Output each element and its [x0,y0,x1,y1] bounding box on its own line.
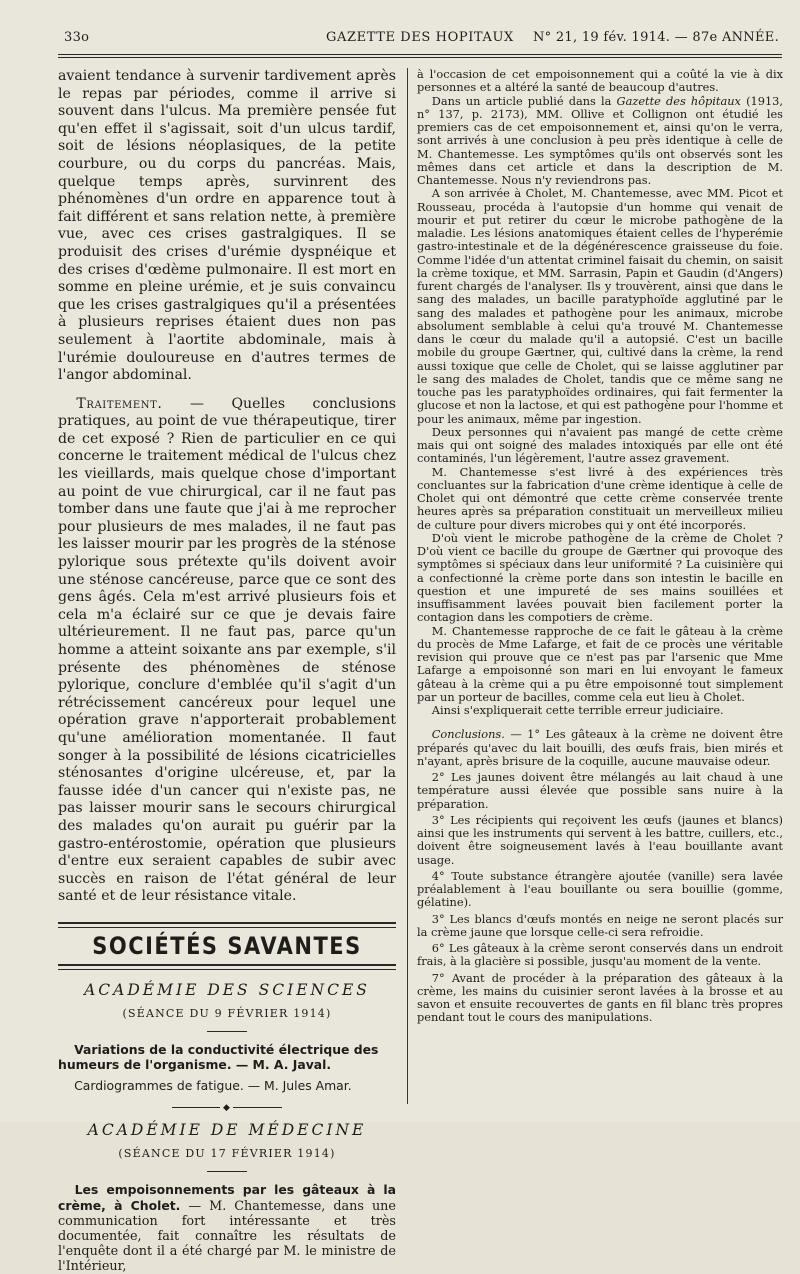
right-paragraph-8: Ainsi s'expliquerait cette terrible erreur judiciaire. [431,703,724,717]
conclusion-2: 2° Les jaunes doivent être mélangés au lait chaud à une température aussi élevée que possible sans nuire à la préparation. [417,770,783,811]
treatment-heading: Traitement. [76,395,163,412]
treatment-body: — Quelles conclusions pratiques, au point de vue thérapeutique, tirer de cet exposé ? Rien de particulier en ce qui concerne le traitement médical de l'ulcus chez les vieillards, mais quelque chose d'important au point de vue chirurgical, car il ne faut pas tomber dans une faute que j'ai à me reprocher pour plusieurs de mes malades, il ne faut pas les laisser mourir par les progrès de la sténose pylorique sous prétexte qu'ils doivent avoir une sténose cancéreuse, parce que ce sont des gens âgés. Cela m'est arrivé plusieurs fois et cela m'a éclairé sur ce que je devais faire ultérieurement. Il ne faut pas, parce qu'un homme a atteint soixante ans par exemple, s'il présente des phénomènes de sténose pylorique, conclure d'emblée qu'il s'agit d'un rétrécissement cancéreux pour lequel une opération grave n'apporterait probablement qu'une amélioration momentanée. Il faut songer à la possibilité de lésions cicatricielles sténosantes d'origine ulcéreuse, et, par la fausse idée d'un cancer qui n'existe pas, ne pas laisser mourir sans le secours chirurgical des malades qu'on aurait pu guérir par la gastro-entérostomie, opération que plusieurs d'entre eux seraient capables de subir avec succès en raison de l'état général de leur santé et de leur résistance vitale. [58,395,396,905]
academy-sciences-heading: ACADÉMIE DES SCIENCES [84,980,370,999]
seance-1: (SÉANCE DU 9 FÉVRIER 1914) [122,1007,332,1021]
conclusion-1 [417,728,783,768]
conclusion-4: 4° Toute substance étrangère ajoutée (vanille) sera lavée préalablement à l'eau bouillante ou sera bouillie (gomme, gélatine). [417,868,783,910]
item-empoisonnements-body: — M. Chantemesse, dans une communication fort intéressante et très documentée, fait connaître les résultats de l'enquête dont il a été chargé par M. le ministre de l'Intérieur, [58,1198,396,1274]
right-p2-text-a: Dans un article publié dans la [431,93,617,108]
conclusion-6: 6° Les gâteaux à la crème seront conservés dans un endroit frais, à la glacière si possible, jusqu'au moment de la vente. [417,941,783,969]
item-empoisonnements [58,1182,396,1274]
right-paragraph-1: à l'occasion de cet empoisonnement qui a coûté la vie à dix personnes et a altéré la santé de beaucoup d'autres. [417,67,783,95]
gazette-citation: Gazette des hôpitaux [616,93,741,108]
section-rule-bottom [58,964,396,970]
left-column [58,68,396,1274]
right-column [417,68,783,1108]
ornament-divider [172,1107,282,1108]
seance-2: (SÉANCE DU 17 FÉVRIER 1914) [118,1147,336,1161]
conclusion-7: 7° Avant de procéder à la préparation des gâteaux à la crème, les mains du cuisinier seront lavées à la brosse et au savon et ensuite recouvertes de gants en fil blanc très propres pendant tout le cours des manipulations. [417,970,783,1025]
conclusions-heading: Conclusions. [431,727,505,742]
right-paragraph-5: M. Chantemesse s'est livré à des expériences très concluantes sur la fabrication d'une crème identique à celle de Cholet qui ont démontré que cette crème conservée trente heures après sa préparation constituait un merveilleux milieu de culture pour divers microbes qui y ont été incorporés. [417,464,783,532]
conclusion-1-text: — 1° Les gâteaux à la crème ne doivent être préparés qu'avec du lait bouilli, des œufs frais, bien mirés et n'ayant, après brisure de la coquille, aucune mauvaise odeur. [417,727,783,768]
academy-medecine-heading: ACADÉMIE DE MÉDECINE [87,1120,367,1139]
treatment-paragraph [58,396,396,906]
right-paragraph-2 [417,95,783,188]
left-paragraph-1: avaient tendance à survenir tardivement après le repas par périodes, comme il arrive si souvent dans l'ulcus. Ma première pensée fut qu'en effet il s'agissait, soit d'un ulcus tardif, soit de lésions néoplasiques, de la petite courbure, ou du corps du pancréas. Mais, quelque temps après, survinrent des phénomènes d'un ordre en apparence tout à fait différent et sans relation nette, à première vue, avec ces crises gastralgiques. Il se produisit des crises d'urémie dyspnéique et des crises d'œdème pulmonaire. Il est mort en somme en pleine urémie, et je suis convaincu que les crises gastralgiques qu'il a présentées à plusieurs reprises étaient dues non pas seulement à l'aortite abdominale, mais à l'urémie douloureuse en d'autres termes de l'angor abdominal. [58,68,396,384]
item-conductivite: Variations de la conductivité électrique des humeurs de l'organisme. — M. A. Javal. [58,1041,379,1072]
right-p2-text-b: (1913, n° 137, p. 2173), MM. Ollive et Collignon ont étudié les premiers cas de cet empoisonnement et, ainsi qu'on le verra, sont arrivés à une conclusion à peu près identique à celle de M. Chantemesse. Les symptômes qu'ils ont observés sont les mêmes dans cet article et dans la description de M. Chantemesse. Nous n'y reviendrons pas. [417,93,783,187]
right-paragraph-7: M. Chantemesse rapproche de ce fait le gâteau à la crème du procès de Mme Lafarge, et fait de ce procès une véritable revision qui prouve que ce n'est pas par l'arsenic que Mme Lafarge a empoisonné son mari en lui envoyant le fameux gâteau à la crème qui a pu être empoisonné tout simplement par un porteur de bacilles, comme cela eut lieu à Cholet. [417,623,783,704]
short-rule-2 [207,1171,247,1172]
item-cardiogrammes: Cardiogrammes de fatigue. — M. Jules Amar. [74,1077,352,1093]
section-rule-top [58,922,396,928]
issue-info: N° 21, 19 fév. 1914. — 87e ANNÉE. [532,30,779,45]
conclusion-5: 3° Les blancs d'œufs montés en neige ne seront placés sur la crème jaune que lorsque celle-ci sera refroidie. [417,911,783,939]
journal-title: GAZETTE DES HOPITAUX [326,30,514,45]
right-paragraph-6: D'où vient le microbe pathogène de la crème de Cholet ? D'où vient ce bacille du groupe de Gærtner qui provoque des symptômes si spéciaux dans leur uniformité ? La cuisinière qui a confectionné la crème porte dans son intestin le bacille en question et une impureté de ses mains souillées et insuffisamment lavées pouvait bien facilement porter la contagion dans les compotiers de crème. [417,530,783,625]
section-title: SOCIÉTÉS SAVANTES [92,931,362,960]
page-header [64,30,779,52]
header-rule-top [58,54,782,55]
short-rule-1 [207,1031,247,1032]
right-paragraph-3: A son arrivée à Cholet, M. Chantemesse, avec MM. Picot et Rousseau, procéda à l'autopsie d'un homme qui venait de mourir et put retirer du cœur le microbe pathogène de la maladie. Les lésions anatomiques étaient celles de l'hyperémie gastro-intestinale et de la dégénérescence graisseuse du foie. Comme l'idée d'un attentat criminel faisait du chemin, on saisit la crème toxique, et MM. Sarrasin, Papin et Gaudin (d'Angers) furent chargés de l'analyser. Ils y trouvèrent, ainsi que dans le sang des malades, un bacille paratyphoïde agglutiné par le sang des malades et pathogène pour les animaux, microbe absolument semblable à celui qu'a trouvé M. Chantemesse dans le cœur du malade qu'il a autopsié. C'est un bacille mobile du groupe Gærtner, qui, cultivé dans la crème, la rend aussi toxique que celle de Cholet, qui se laisse agglutiner par le sang des malades de Cholet, tandis que ce même sang ne touche pas les paratyphoïdes ordinaires, qui fait fermenter la glucose et non la lactose, et qui est pathogène pour l'homme et pour les animaux, même par ingestion. [417,186,783,426]
header-rule-bottom [58,57,782,58]
item-empoisonnements-title: Les empoisonnements par les gâteaux à la crème, à Cholet. [58,1181,396,1213]
page-number: 33o [64,30,90,45]
conclusion-3: 3° Les récipients qui reçoivent les œufs (jaunes et blancs) ainsi que les instruments qui servent à les battre, cuillers, etc., doivent être soigneusement lavés à l'eau bouillante avant usage. [417,812,783,867]
column-separator [407,68,408,1104]
right-paragraph-4: Deux personnes qui n'avaient pas mangé de cette crème mais qui ont soigné des malades intoxiqués par elle ont été contaminés, l'un légèrement, l'autre assez gravement. [417,424,783,466]
